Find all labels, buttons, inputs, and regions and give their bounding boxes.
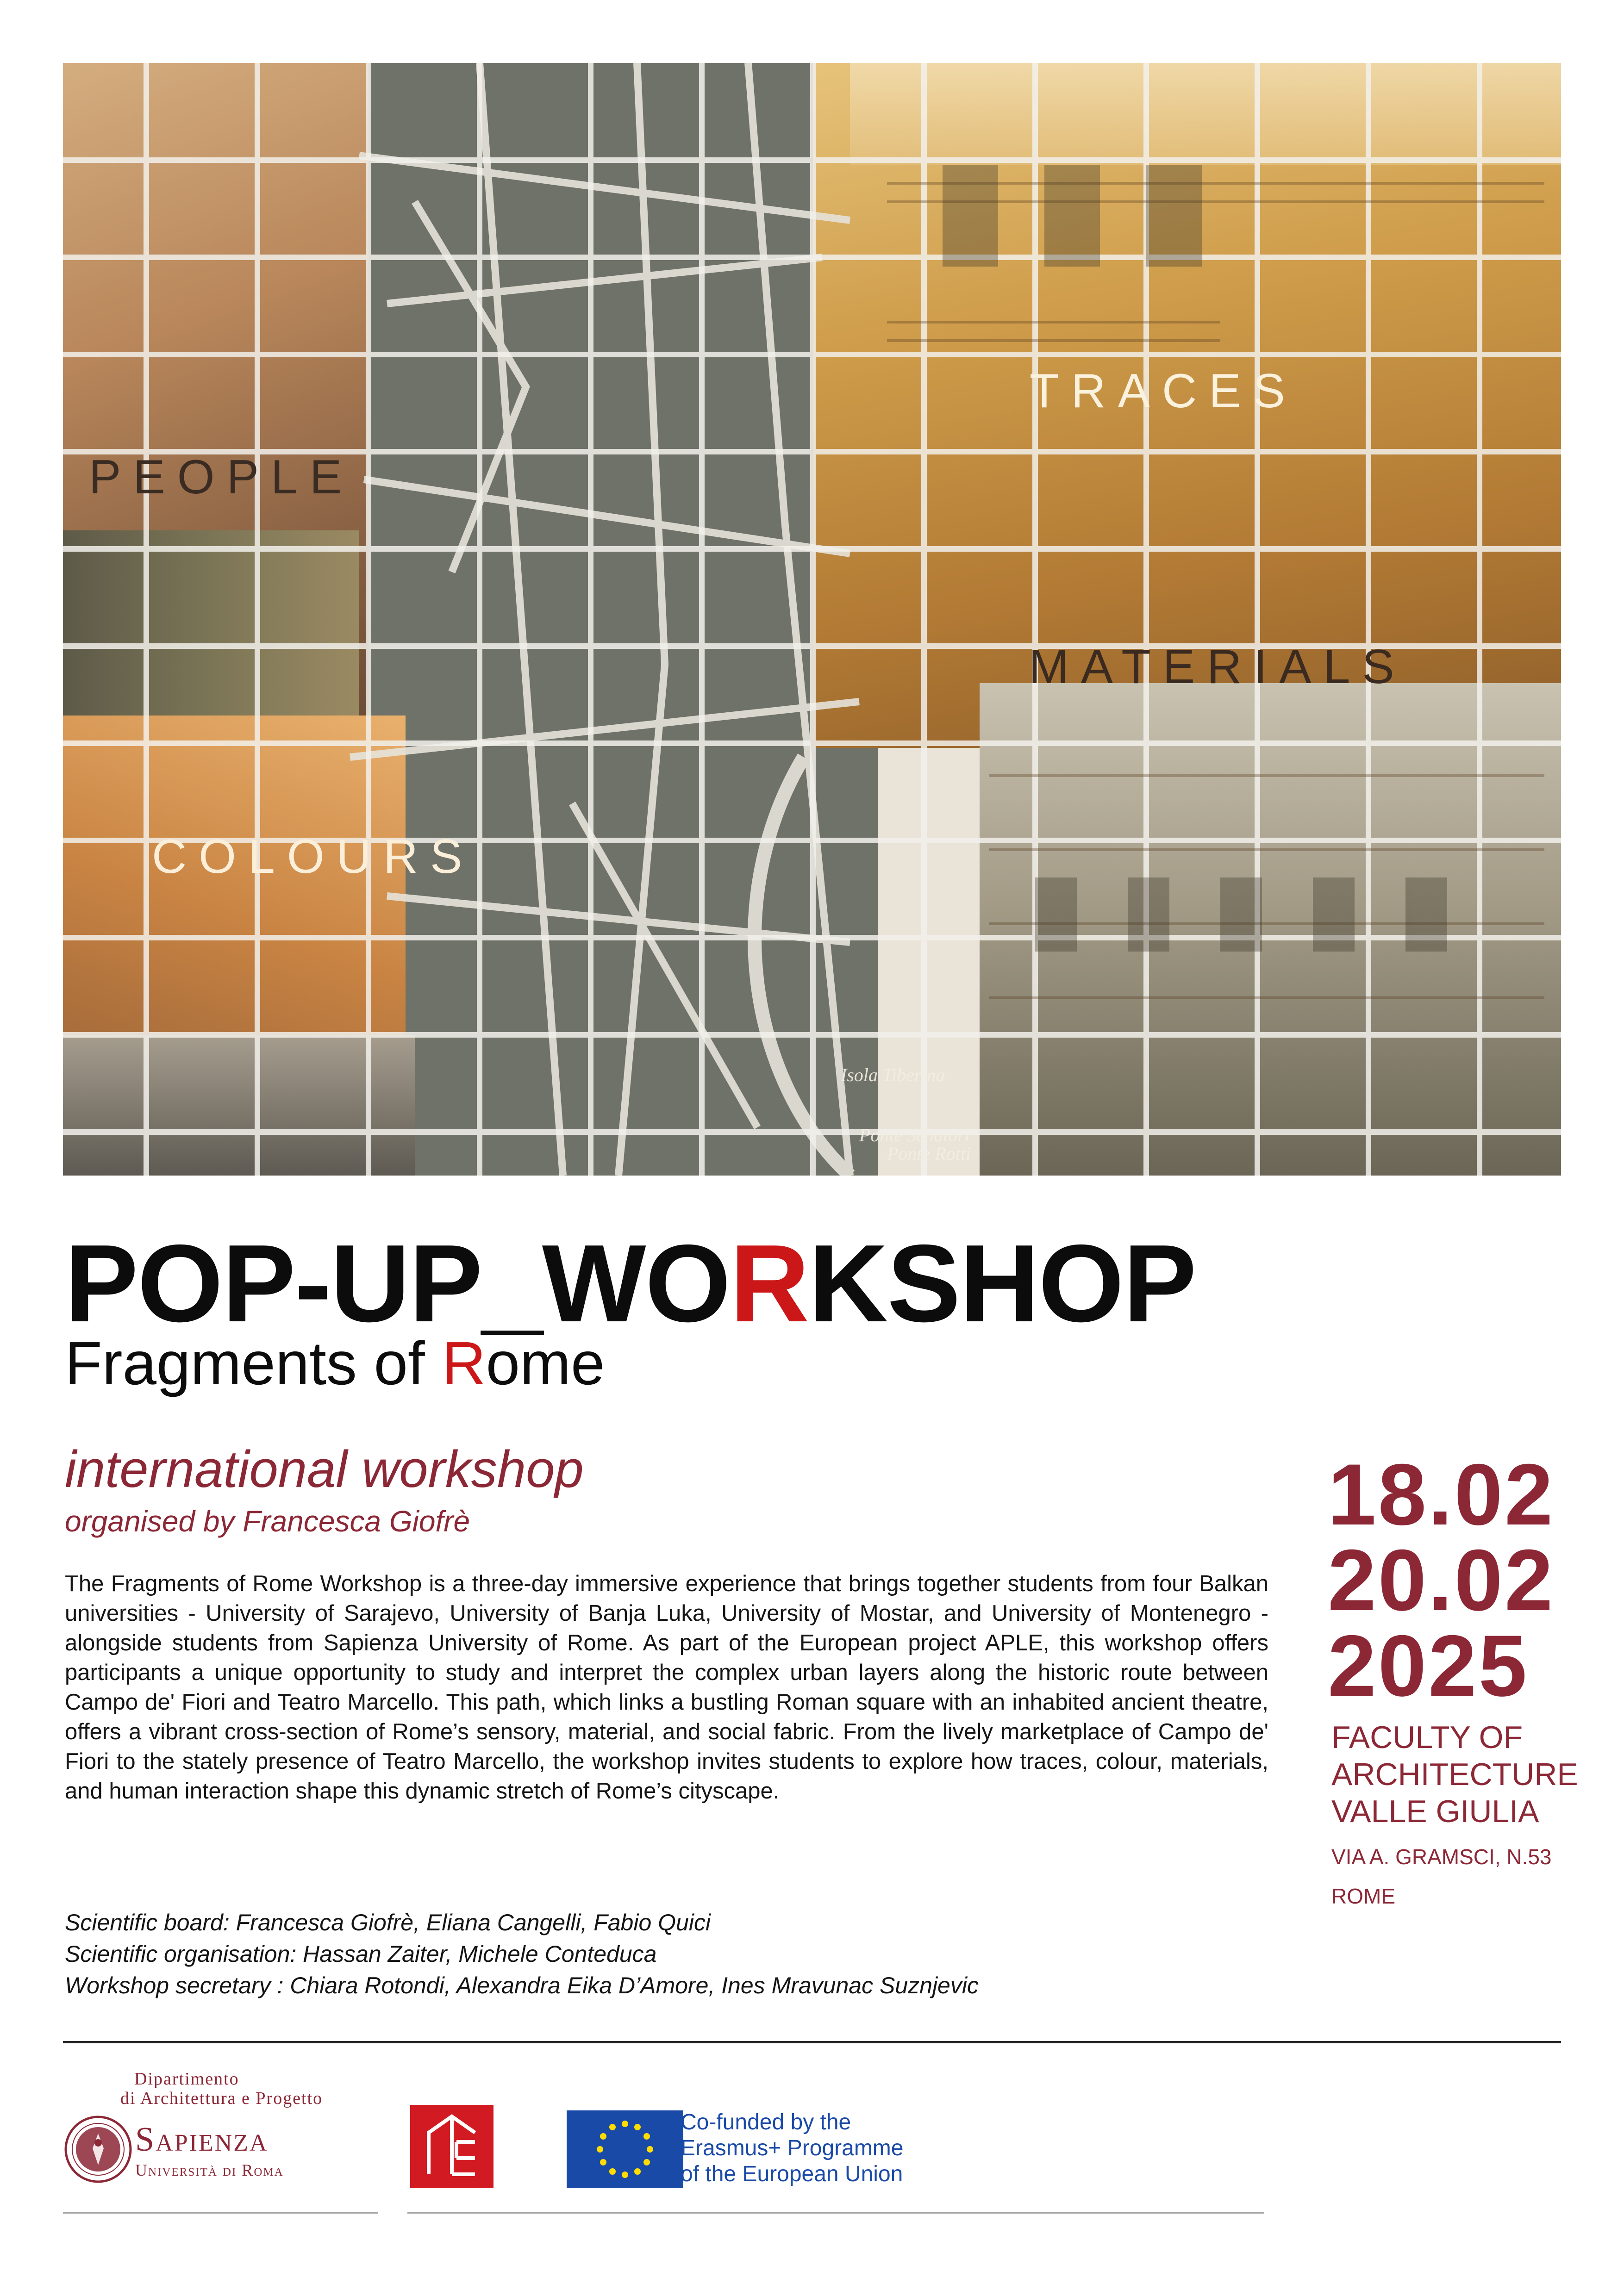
sapienza-seal-logo — [64, 2115, 132, 2184]
collage-word-materials: MATERIALS — [1029, 640, 1406, 694]
venue-line-3: VALLE GIULIA — [1331, 1794, 1539, 1829]
eu-funding-line-3: of the European Union — [681, 2162, 903, 2186]
footer-rule-left — [63, 2212, 378, 2214]
start-date: 18.02 — [1328, 1446, 1555, 1543]
organiser-line: organised by Francesca Giofrè — [65, 1505, 470, 1538]
venue-city: ROME — [1331, 1884, 1395, 1908]
eu-funding-line-1: Co-funded by the — [681, 2110, 851, 2134]
map-label-ponte-rotti: Ponte Rotti — [887, 1143, 971, 1164]
credit-scientific-organisation: Scientific organisation: Hassan Zaiter, Michele Conteduca — [65, 1941, 657, 1967]
event-type: international workshop — [65, 1440, 584, 1498]
collage-grid-overlay — [63, 63, 1561, 1176]
venue-line-2: ARCHITECTURE — [1331, 1757, 1578, 1792]
eu-flag-logo — [567, 2110, 683, 2188]
footer-divider — [63, 2041, 1561, 2043]
footer-rule-right — [407, 2212, 1264, 2214]
end-date: 20.02 — [1328, 1531, 1555, 1629]
hero-collage — [63, 63, 1561, 1176]
subtitle-highlight-letter: R — [442, 1329, 486, 1397]
department-name-line-1: Dipartimento — [134, 2069, 239, 2089]
subtitle-part-2: ome — [486, 1329, 605, 1397]
university-subtitle: Università di Roma — [135, 2161, 284, 2179]
university-name: Sapienza — [135, 2121, 269, 2159]
department-name-line-2: di Architettura e Progetto — [120, 2089, 323, 2108]
tile-lines — [63, 63, 1561, 1176]
subtitle — [65, 1329, 605, 1397]
map-label-isola: Isola Tiberina — [841, 1064, 945, 1085]
page-title — [65, 1222, 1196, 1345]
aple-project-logo — [410, 2105, 493, 2188]
venue-line-1: FACULTY OF — [1331, 1720, 1523, 1755]
title-highlight-letter: R — [730, 1222, 809, 1345]
map-label-ponte-senatori: Ponte Senatori — [859, 1125, 970, 1145]
title-part-2: KSHOP — [808, 1222, 1196, 1345]
credit-scientific-board: Scientific board: Francesca Giofrè, Eliana Cangelli, Fabio Quici — [65, 1910, 711, 1935]
collage-word-people: PEOPLE — [89, 450, 354, 504]
map-streets — [350, 63, 859, 1176]
venue-address: VIA A. GRAMSCI, N.53 — [1331, 1845, 1552, 1869]
collage-word-traces: TRACES — [1030, 364, 1297, 418]
title-part-1: POP-UP_WO — [65, 1222, 730, 1345]
subtitle-part-1: Fragments of — [65, 1329, 442, 1397]
credit-workshop-secretary: Workshop secretary : Chiara Rotondi, Alexandra Eika D’Amore, Ines Mravunac Suznjevic — [65, 1972, 979, 1998]
workshop-description: The Fragments of Rome Workshop is a three-day immersive experience that brings together students from four Balkan universities - University of Sarajevo, University of Banja Luka, University of Mostar, and University of Montenegro - alongside students from Sapienza University of Rome. As part of the European project APLE, this workshop offers participants a unique opportunity to study and interpret the complex urban layers along the historic route between Campo de' Fiori and Teatro Marcello. This path, which links a bustling Roman square with an inhabited ancient theatre, offers a vibrant cross-section of Rome’s sensory, material, and social fabric. From the lively marketplace of Campo de' Fiori to the stately presence of Teatro Marcello, the workshop invites students to explore how traces, colour, materials, and human interaction shape this dynamic stretch of Rome’s cityscape. — [65, 1571, 1268, 1804]
event-year: 2025 — [1328, 1617, 1529, 1714]
engraving-hatch — [887, 183, 1544, 998]
eu-funding-line-2: Erasmus+ Programme — [681, 2136, 904, 2160]
collage-word-colours: COLOURS — [152, 830, 475, 884]
arch-openings — [943, 165, 1447, 952]
